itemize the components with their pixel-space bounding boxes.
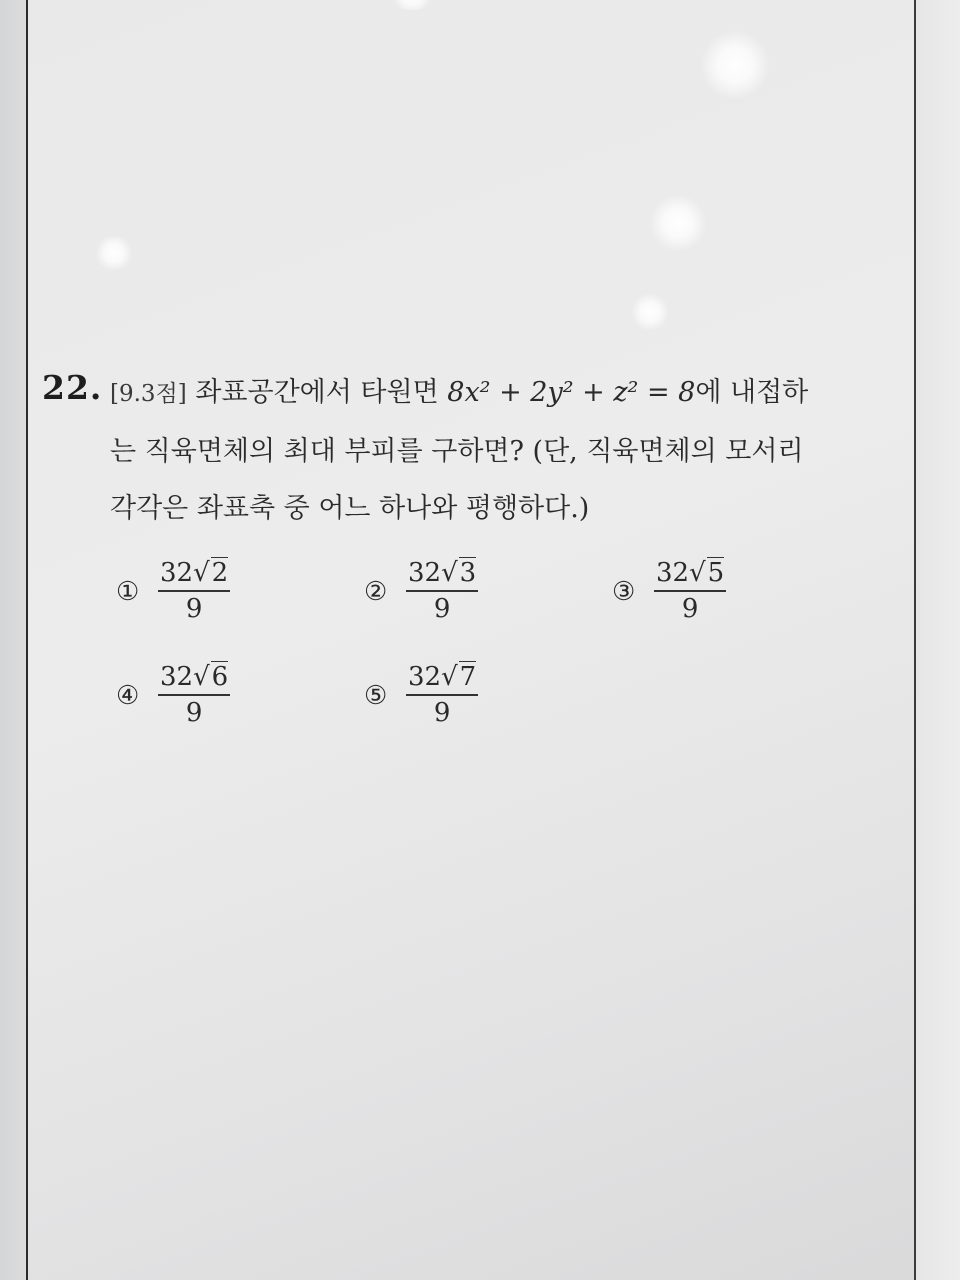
fraction xyxy=(406,560,478,624)
coefficient: 32 xyxy=(656,558,690,588)
choice-4[interactable] xyxy=(116,664,230,728)
numerator xyxy=(406,560,478,592)
question-text-part: 에 내접하 xyxy=(695,377,809,408)
numerator xyxy=(654,560,726,592)
radicand: 7 xyxy=(459,662,477,692)
radical-sign: √ xyxy=(193,558,210,588)
light-reflection xyxy=(94,236,134,270)
left-edge xyxy=(0,0,28,1280)
question-line-2: 는 직육면체의 최대 부피를 구하면? (단, 직육면체의 모서리 xyxy=(110,436,804,467)
radicand: 2 xyxy=(211,558,229,588)
numerator xyxy=(158,664,230,696)
fraction xyxy=(158,560,230,624)
question-line-3: 각각은 좌표축 중 어느 하나와 평행하다.) xyxy=(110,493,590,524)
denominator: 9 xyxy=(433,594,451,625)
coefficient: 32 xyxy=(408,558,442,588)
radical-sign: √ xyxy=(441,662,458,692)
light-reflection xyxy=(700,30,770,100)
numerator xyxy=(158,560,230,592)
light-reflection xyxy=(648,195,708,251)
question-text xyxy=(110,364,890,537)
fraction xyxy=(654,560,726,624)
fraction xyxy=(158,664,230,728)
score-label: [9.3점] xyxy=(110,381,187,407)
coefficient: 32 xyxy=(160,558,194,588)
denominator: 9 xyxy=(185,698,203,729)
radicand: 6 xyxy=(211,662,229,692)
denominator: 9 xyxy=(185,594,203,625)
ellipsoid-equation: 8x² + 2y² + z² = 8 xyxy=(447,377,696,408)
fraction xyxy=(406,664,478,728)
choice-marker: ① xyxy=(116,576,140,607)
question-number: 22. xyxy=(42,368,103,407)
numerator xyxy=(406,664,478,696)
light-reflection xyxy=(630,294,670,330)
choice-5[interactable] xyxy=(364,664,478,728)
radicand: 3 xyxy=(459,558,477,588)
coefficient: 32 xyxy=(408,662,442,692)
question-text-part: 좌표공간에서 타원면 xyxy=(195,377,439,408)
light-reflection xyxy=(388,0,436,10)
choice-marker: ② xyxy=(364,576,388,607)
choice-marker: ③ xyxy=(612,576,636,607)
radical-sign: √ xyxy=(441,558,458,588)
coefficient: 32 xyxy=(160,662,194,692)
radical-sign: √ xyxy=(193,662,210,692)
radicand: 5 xyxy=(707,558,725,588)
right-edge xyxy=(914,0,960,1280)
denominator: 9 xyxy=(433,698,451,729)
choice-marker: ④ xyxy=(116,680,140,711)
choice-3[interactable] xyxy=(612,560,726,624)
choice-2[interactable] xyxy=(364,560,478,624)
choice-marker: ⑤ xyxy=(364,680,388,711)
denominator: 9 xyxy=(681,594,699,625)
question-line-1 xyxy=(110,364,890,423)
answer-choices xyxy=(116,560,816,750)
radical-sign: √ xyxy=(689,558,706,588)
choice-1[interactable] xyxy=(116,560,230,624)
